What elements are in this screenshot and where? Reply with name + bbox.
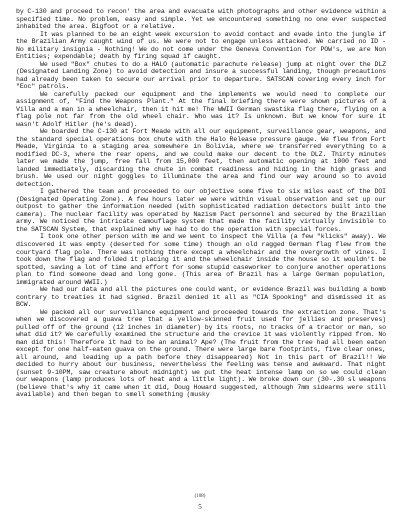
page-number: 5 <box>198 503 202 511</box>
paragraph-8: We had our data and all the pictures one could want, or evidence Brazil was building a bomb contrary to treaties it had signed. Brazil denied it all as "CIA Spooking" and dismissed it as BCW. <box>16 286 386 309</box>
paragraph-2: It was planned to be an eight week excursion to avoid contact and evade into the jungle if the Brazilian Army caught wind of us. We were not to engage unless attacked. We carried no ID - No military insignia - Nothing! We do not come under the Geneva Convention for POW's, we are Non Entities; expendable; death by firing squad if caught. <box>16 30 386 61</box>
document-page <box>16 8 386 508</box>
paragraph-1: by C-130 and proceed to recon' the area and evacuate with photographs and other evidence within a specified time. No problem, easy and simple. Yet we encountered something no one ever suspected inhabited the area. Bigfoot or a relative. <box>16 8 386 31</box>
paragraph-6: I gathered the team and proceeded to our objective some five to six miles east of the DOI (Designated Operating Zone). A few hours later we were within visual observation and set up our outpost to gather the information needed (with sophisticated radiation detectors built into the camera). The nuclear facility was operated by Nazism Pact personnel and secured by the Brazilian army. We noticed the intricate camouflage system that made the facility virtually invisible to the SATSCAN System, that explained why we had to do the operation with special forces. <box>16 188 386 233</box>
footer-reference: (108) <box>194 494 206 499</box>
paragraph-9: We packed all our surveillance equipment and proceeded towards the extraction zone. That's when we discovered a guava tree that a yellow-skinned fruit used for jellies and preserves) pulled off of the ground (12 inches in diameter) by its roots, no tracks of a tractor or man, so what did it? We carefully examined the structure and the crevice it was violently ripped from. No man did this! Therefore it had to be an animal? Ape? (The fruit from the tree had all been eaten except for one half-eaten guava on the ground. There were large bare footprints, five clear ones, all around, and leading up a path before they disappeared) Not in this part of Brazil!! We decided to hurry about our business, nevertheless the feeling was tense and awkward. That night (sunset 9-10PM, saw creature about midnight) we put the heat intense lamp on so we could clean our weapons (lamp produces lots of heat and a little light). We broke down our (30-.30 sl weapons (believe that's why it came when it did, Doug Howard suggested, although 7mm sidearms were still available) and then began to smell something (musky <box>16 308 386 399</box>
paragraph-7: I took one other person with me and we went to inspect the Villa (a few "klicks" away). We discovered it was empty (deserted for some time) though an old ragged German flag flew from the courtyard flag pole. There was nothing there except a wheelchair and the overgrowth of vines. I took down the flag and folded it placing it and the wheelchair inside the house so it wouldn't be spotted, saving a lot of time and effort for some stupid caseworker to conjure another operations plan to find someone dead and long gone. (This area of Brazil has a large German population, immigrated around WWII.) <box>16 233 386 286</box>
paragraph-3: We used "Box" chutes to do a HALO (automatic parachute release) jump at night over the DLZ (Designated Landing Zone) to avoid detection and insure a successful landing, though precautions had already been taken to secure our arrival prior to departure. SATSCAN covering every inch for "Eoc" patrols. <box>16 60 386 91</box>
paragraph-4: We carefully packed our equipment and the implements we would need to complete our assignment of, "Find the Weapons Plant." At the final briefing there were shown pictures of a Villa and a man in a wheelchair, then it hit me! The WWII German swastika flag there, flying on a flag pole not far from the old wheel chair. Who was it? Is unknown. But we know for sure it wasn't Adolf Hitler (he's dead). <box>16 90 386 128</box>
paragraph-5: We boarded the C-130 at Fort Meade with all our equipment, surveillance gear, weapons, and the standard special operations box chute with the Halo Release pressure gauge. We flew from Fort Meade, Virginia to a staging area somewhere in Bolivia, where we transferred everything to a modified DC-3, where the rear opens, and we could make our decent to the DLZ. Thirty minutes later we made the jump, free fall from 15,000 feet, then automatic opening at 1000 feet and landed immediately, discarding the chute in combat readiness and hiding in the high grass and brush. We used our night goggles to illuminate the area and find our way around so to avoid detection. <box>16 128 386 188</box>
